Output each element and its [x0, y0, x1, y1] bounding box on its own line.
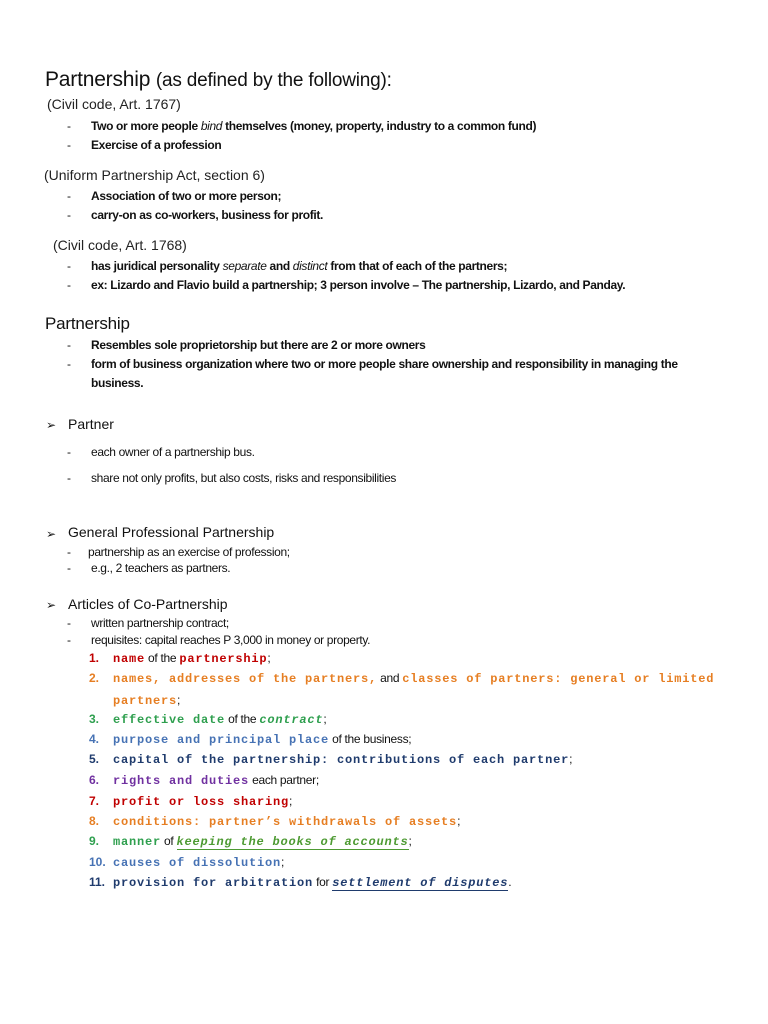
text-mid: and: [266, 259, 293, 273]
bullet-dash: -: [67, 138, 71, 152]
list-number: 9.: [89, 834, 100, 848]
list-text: [113, 650, 270, 668]
bullet-dash: -: [67, 633, 71, 647]
list-number: 5.: [89, 752, 100, 766]
punct: .: [508, 875, 512, 889]
arrow-bullet-icon: ➢: [46, 598, 57, 612]
bullet-text: share not only profits, but also costs, risks and responsibilities: [91, 471, 397, 485]
bullet-dash: -: [67, 471, 71, 485]
term: classes of partners: general or limited partners: [113, 672, 715, 708]
list-number: 3.: [89, 712, 100, 726]
punct: ;: [457, 814, 461, 828]
subheading-partner: Partner: [68, 416, 114, 432]
bullet-text: carry-on as co-workers, business for profit.: [91, 208, 324, 222]
bullet-dash: -: [67, 561, 71, 575]
bullet-dash: -: [67, 545, 71, 559]
term: provision for arbitration: [113, 876, 314, 890]
punct: ;: [281, 855, 285, 869]
title-main: Partnership: [45, 68, 151, 91]
punct: ;: [323, 712, 327, 726]
list-number: 7.: [89, 794, 100, 808]
bullet-dash: -: [67, 208, 71, 222]
connector: of the: [225, 712, 260, 726]
list-text: [113, 668, 733, 712]
bullet-text: form of business organization where two or more people share ownership and responsibility in managing the business.: [91, 357, 678, 390]
bullet-dash: -: [67, 357, 71, 371]
list-number: 2.: [89, 671, 100, 685]
punct: ;: [267, 651, 271, 665]
list-text: [113, 833, 412, 851]
term: settlement of disputes: [332, 876, 509, 890]
arrow-bullet-icon: ➢: [46, 527, 57, 541]
term: manner: [113, 835, 162, 849]
bullet-text: ex: Lizardo and Flavio build a partnership; 3 person involve – The partnership, Lizardo, and Panday.: [91, 278, 626, 292]
bullet-dash: -: [67, 616, 71, 630]
list-text: [113, 772, 319, 790]
text-emphasis: bind: [200, 119, 223, 133]
text-emphasis: separate: [222, 259, 267, 273]
connector: each partner;: [249, 773, 319, 787]
text-pre: Two or more people: [91, 119, 201, 133]
list-text: [113, 793, 292, 811]
ref-civil-code-1768: (Civil code, Art. 1768): [53, 237, 187, 253]
connector: and: [377, 671, 403, 685]
subheading-gpp: General Professional Partnership: [68, 524, 275, 540]
connector: of the business;: [329, 732, 412, 746]
term: causes of dissolution: [113, 856, 282, 870]
bullet-dash: -: [67, 259, 71, 273]
list-number: 11.: [89, 875, 106, 889]
bullet-text: Association of two or more person;: [91, 189, 282, 203]
bullet-text: written partnership contract;: [91, 616, 229, 630]
term: name: [113, 652, 146, 666]
connector: of the: [145, 651, 180, 665]
text-pre: has juridical personality: [91, 259, 223, 273]
term: effective date: [113, 713, 226, 727]
term: profit or loss sharing: [113, 795, 290, 809]
term: keeping the books of accounts: [176, 835, 409, 849]
term: purpose and principal place: [113, 733, 330, 747]
bullet-dash: -: [67, 119, 71, 133]
bullet-dash: -: [67, 445, 71, 459]
term: contract: [259, 713, 324, 727]
bullet-text: each owner of a partnership bus.: [91, 445, 255, 459]
bullet-text: Resembles sole proprietorship but there are 2 or more owners: [91, 338, 426, 352]
punct: ;: [289, 794, 293, 808]
bullet-dash: -: [67, 338, 71, 352]
text-post: themselves (money, property, industry to a common fund): [222, 119, 537, 133]
list-number: 1.: [89, 651, 100, 665]
term: rights and duties: [113, 774, 250, 788]
bullet-text: requisites: capital reaches P 3,000 in money or property.: [91, 633, 371, 647]
list-text: [113, 751, 572, 769]
term: partnership: [179, 652, 268, 666]
list-text: [113, 874, 511, 892]
title-paren: (as defined by the following):: [155, 70, 392, 91]
term: names, addresses of the partners,: [113, 672, 378, 686]
punct: ;: [569, 752, 573, 766]
text-post: from that of each of the partners;: [327, 259, 508, 273]
list-number: 4.: [89, 732, 100, 746]
list-text: [113, 854, 284, 872]
punct: ;: [177, 693, 181, 707]
list-text: [113, 813, 460, 831]
punct: ;: [408, 834, 412, 848]
bullet-dash: -: [67, 278, 71, 292]
bullet-dash: -: [67, 189, 71, 203]
list-text: [113, 731, 411, 749]
arrow-bullet-icon: ➢: [46, 418, 57, 432]
connector: of: [161, 834, 177, 848]
connector: for: [313, 875, 333, 889]
ref-upa-section-6: (Uniform Partnership Act, section 6): [44, 167, 265, 183]
bullet-text: Exercise of a profession: [91, 138, 222, 152]
bullet-text: e.g., 2 teachers as partners.: [91, 561, 231, 575]
page-title: [45, 68, 392, 92]
list-text: [113, 711, 326, 729]
term: capital of the partnership: contributions of each partner: [113, 753, 570, 767]
subheading-articles: Articles of Co-Partnership: [68, 596, 228, 612]
list-number: 10.: [89, 855, 106, 869]
list-number: 8.: [89, 814, 100, 828]
bullet-text: [91, 117, 536, 135]
bullet-text: partnership as an exercise of profession;: [88, 545, 290, 559]
section-heading-partnership: Partnership: [45, 314, 130, 333]
text-emphasis: distinct: [292, 259, 328, 273]
ref-civil-code-1767: (Civil code, Art. 1767): [47, 96, 181, 112]
list-number: 6.: [89, 773, 100, 787]
bullet-text: [91, 257, 507, 275]
term: conditions: partner’s withdrawals of assets: [113, 815, 458, 829]
